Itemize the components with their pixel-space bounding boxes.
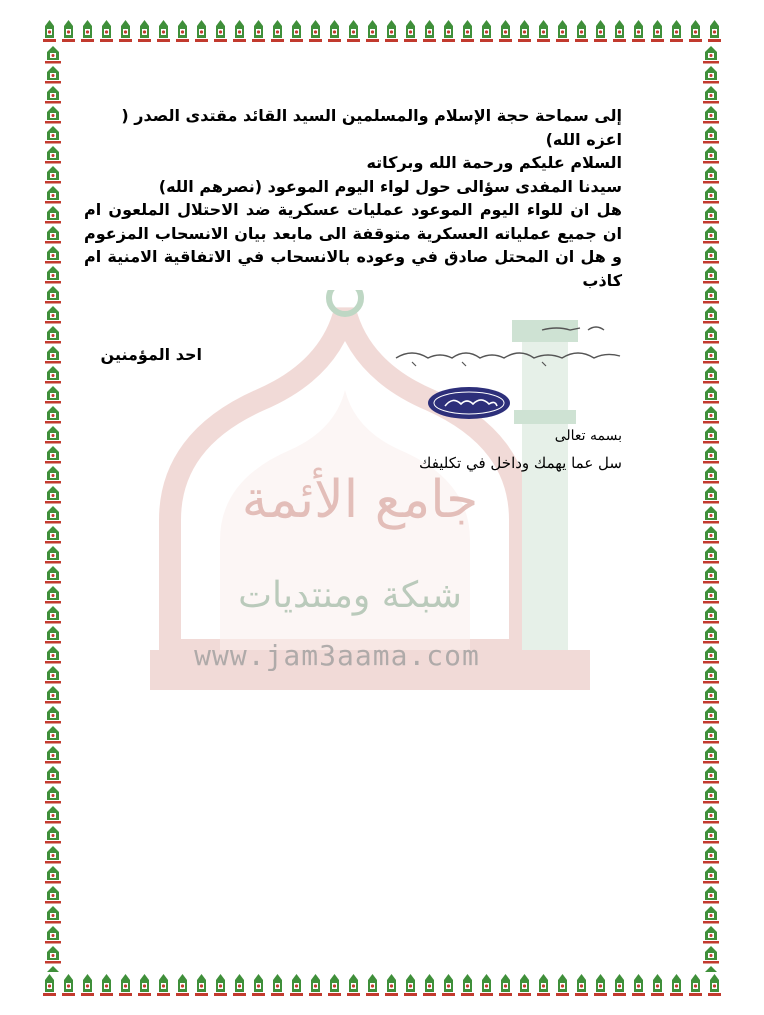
watermark-url: www.jam3aama.com: [194, 639, 480, 672]
decorative-border-right: [698, 44, 724, 972]
decorative-border-top: [40, 18, 724, 44]
letter-question: هل ان للواء اليوم الموعود عمليات عسكرية ضد الاحتلال الملعون ام ان جميع عملياته العسكرية متوقفة الى مابعد بيان الانسحاب المزعوم و هل ان المحتل صادق في وعوده بالانسحاب في الاتفاقية الامنية ام كاذب: [84, 200, 622, 290]
letter-line: السلام عليكم ورحمة الله وبركاته: [366, 153, 622, 172]
decorative-border-bottom: [40, 972, 724, 998]
decorative-border-left: [40, 44, 66, 972]
handwritten-note: [392, 318, 632, 370]
letter-body: [84, 104, 622, 292]
reply-heading: بسمه تعالى: [554, 428, 622, 444]
letter-line: سيدنا المفدى سؤالى حول لواء اليوم الموعود (نصرهم الله): [158, 176, 622, 196]
reply-answer: سل عما يهمك وداخل في تكليفك: [419, 454, 622, 472]
letter-line: اعزه الله): [545, 129, 622, 149]
official-seal-icon: [427, 386, 511, 420]
watermark-site-name: جامع الأئمة: [241, 470, 479, 530]
letter-line: إلى سماحة حجة الإسلام والمسلمين السيد القائد مقتدى الصدر (: [121, 106, 622, 125]
sender-signature: احد المؤمنين: [100, 345, 202, 364]
watermark-subtitle: شبكة ومنتديات: [238, 575, 462, 616]
